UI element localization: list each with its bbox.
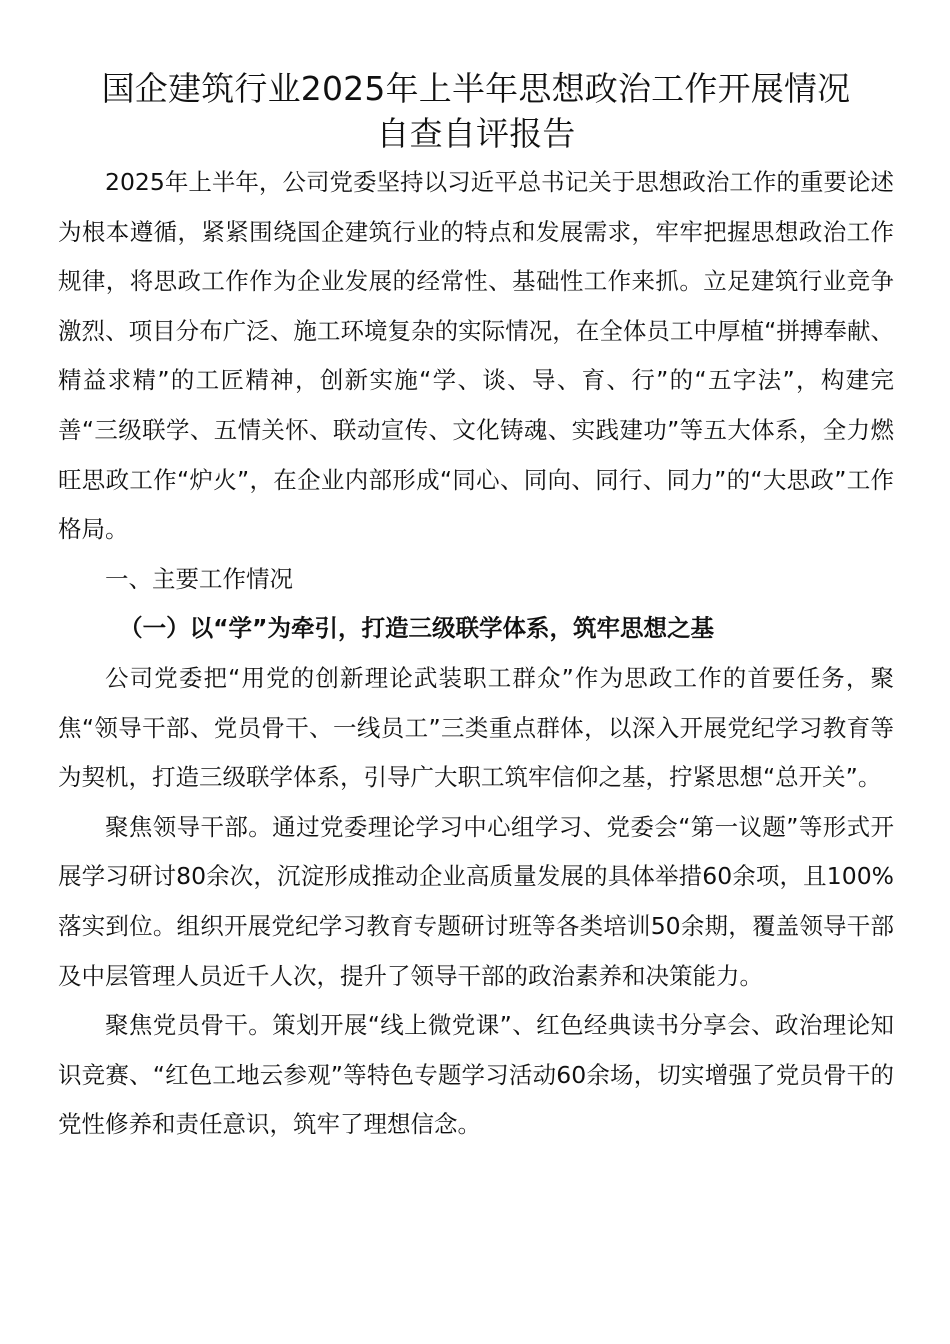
learning-paragraph: 公司党委把“用党的创新理论武装职工群众”作为思政工作的首要任务，聚焦“领导干部、党员骨干、一线员工”三类重点群体，以深入开展党纪学习教育等为契机，打造三级联学体系，引导广大职工筑牢信仰之基，拧紧思想“总开关”。: [58, 663, 894, 792]
document-title: [58, 66, 894, 156]
leaders-paragraph: 聚焦领导干部。通过党委理论学习中心组学习、党委会“第一议题”等形式开展学习研讨80余次，沉淀形成推动企业高质量发展的具体举措60余项，且100%落实到位。组织开展党纪学习教育专题研讨班等各类培训50余期，覆盖领导干部及中层管理人员近千人次，提升了领导干部的政治素养和决策能力。: [58, 812, 894, 990]
members-paragraph: 聚焦党员骨干。策划开展“线上微党课”、红色经典读书分享会、政治理论知识竞赛、“红色工地云参观”等特色专题学习活动60余场，切实增强了党员骨干的党性修养和责任意识，筑牢了理想信念。: [58, 1011, 894, 1139]
title-line-1: 国企建筑行业2025年上半年思想政治工作开展情况: [101, 69, 851, 108]
intro-paragraph: 2025年上半年，公司党委坚持以习近平总书记关于思想政治工作的重要论述为根本遵循，紧紧围绕国企建筑行业的特点和发展需求，牢牢把握思想政治工作规律，将思政工作作为企业发展的经常性、基础性工作来抓。立足建筑行业竞争激烈、项目分布广泛、施工环境复杂的实际情况，在全体员工中厚植“拼搏奉献、精益求精”的工匠精神，创新实施“学、谈、导、育、行”的“五字法”，构建完善“三级联学、五情关怀、联动宣传、文化铸魂、实践建功”等五大体系，全力燃旺思政工作“炉火”，在企业内部形成“同心、同向、同行、同力”的“大思政”工作格局。: [58, 168, 894, 544]
document-page: [58, 66, 894, 1150]
subsection-heading: （一）以“学”为牵引，打造三级联学体系，筑牢思想之基: [119, 614, 714, 643]
section-heading: 一、主要工作情况: [105, 564, 293, 593]
title-line-2: 自查自评报告: [376, 114, 576, 153]
